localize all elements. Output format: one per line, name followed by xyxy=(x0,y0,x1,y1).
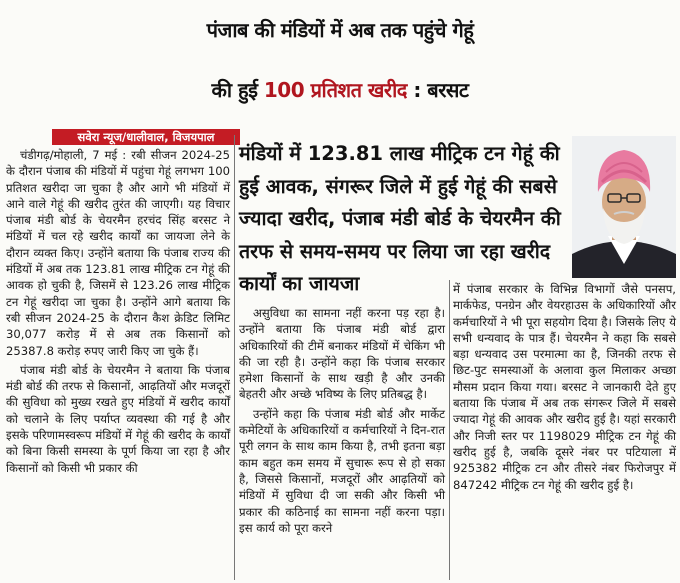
headline-highlight: 100 प्रतिशत खरीद xyxy=(263,78,407,102)
person-photo-icon xyxy=(572,136,676,278)
paragraph: पंजाब मंडी बोर्ड के चेयरमैन ने बताया कि पंजाब मंडी बोर्ड की तरफ से किसानों, आढ़तियों और मजदूरों की सुविधा को मुख्य रखते हुए मंडियों में खरीद कार्यों को चलाने के लिए पर्याप्त व्यवस्था की गई है और इसके परिणामस्वरूप मंडियों में गेहूं की खरीद के कार्यों को बिना किसी समस्या के पूर्ण किया जा रहा है और किसानों को किसी भी प्रकार की xyxy=(6,362,230,475)
headline-line-2 xyxy=(0,60,680,120)
column-divider xyxy=(449,280,450,580)
paragraph: असुविधा का सामना नहीं करना पड़ रहा है। उन्होंने बताया कि पंजाब मंडी बोर्ड द्वारा अधिकारियों की टीमें बनाकर मंडियों में चेकिंग भी की जा रही है। उन्होंने कहा कि पंजाब सरकार हमेशा किसानों के साथ खड़ी है और उनकी बेहतरी और अच्छे भविष्य के लिए प्रतिबद्ध है। xyxy=(239,306,445,402)
headline-line-2-start: की हुई xyxy=(211,78,258,102)
paragraph: उन्होंने कहा कि पंजाब मंडी बोर्ड और मार्केट कमेटियों के अधिकारियों व कर्मचारियों ने दिन-रात पूरी लगन के साथ काम किया है, तभी इतना बड़ा काम बहुत कम समय में सुचारू रूप से हो सका है, जिससे किसानों, मजदूरों और आढ़तियों को मंडियों में सुविधा दी जा सकी और किसी भी प्रकार की कठिनाई का सामना नहीं करना पड़ा। इस कार्य को पूरा करने xyxy=(239,406,445,535)
article-column-2 xyxy=(239,305,445,581)
byline: सवेरा न्यूज/धालीवाल, विजयपाल xyxy=(52,129,240,145)
paragraph: में पंजाब सरकार के विभिन्न विभागों जैसे पनसप, मार्कफेड, पनग्रेन और वेयरहाउस के अधिकारियों और कर्मचारियों ने भी पूरा सहयोग दिया है। जिसके लिए ये सभी धन्यवाद के पात्र हैं। चेयरमैन ने कहा कि सबसे बड़ा धन्यवाद उस परमात्मा का है, जिनकी तरफ से छिट-पुट समस्याओं के अलावा कुल मिलाकर अच्छा मौसम प्रदान किया गया। बरसट ने जानकारी देते हुए बताया कि पंजाब में अब तक संगरूर जिले में सबसे ज्यादा गेहूं की आवक और खरीद हुई है। यहां सरकारी और निजी स्तर पर 1198029 मीट्रिक टन गेहूं की खरीद हुई है, जबकि दूसरे नंबर पर पटियाला में 925382 मीट्रिक टन और तीसरे नंबर फिरोजपुर में 847242 मीट्रिक टन गेहूं की खरीद हुई है। xyxy=(453,282,676,492)
headline-line-2-end: : बरसट xyxy=(413,78,469,102)
paragraph: चंडीगढ़/मोहाली, 7 मई : रबी सीजन 2024-25 के दौरान पंजाब की मंडियों में पहुंचा गेहूं लगभग 100 प्रतिशत खरीदा जा चुका है और आगे भी मंडियों में आने वाले गेहूं की खरीद तुरंत की जाएगी। यह विचार पंजाब मंडी बोर्ड के चेयरमैन हरचंद सिंह बरसट ने मंडियों में चल रहे खरीद कार्यों का जायजा लेने के दौरान व्यक्त किए। उन्होंने बताया कि पंजाब राज्य की मंडियों में अब तक 123.81 लाख मीट्रिक टन गेहूं की आवक हो चुकी है, जिसमें से 123.26 लाख मीट्रिक टन गेहूं खरीदा जा चुका है। उन्होंने आगे बताया कि रबी सीजन 2024-25 के दौरान कैश क्रेडिट लिमिट 30,077 करोड़ में से अब तक किसानों को 25387.8 करोड़ रुपए जारी किए जा चुके हैं। xyxy=(6,148,230,358)
article-column-3 xyxy=(453,281,676,581)
subheadline: मंडियों में 123.81 लाख मीट्रिक टन गेहूं की हुई आवक, संगरूर जिले में हुई गेहूं की सबसे ज्यादा खरीद, पंजाब मंडी बोर्ड के चेयरमैन की तरफ से समय-समय पर लिया जा रहा खरीद कार्यों का जायजा xyxy=(239,142,561,295)
headline-line-1: पंजाब की मंडियों में अब तक पहुंचे गेहूं xyxy=(206,18,474,42)
column-divider xyxy=(234,135,235,580)
headline xyxy=(0,0,680,128)
article-column-1 xyxy=(6,147,230,579)
